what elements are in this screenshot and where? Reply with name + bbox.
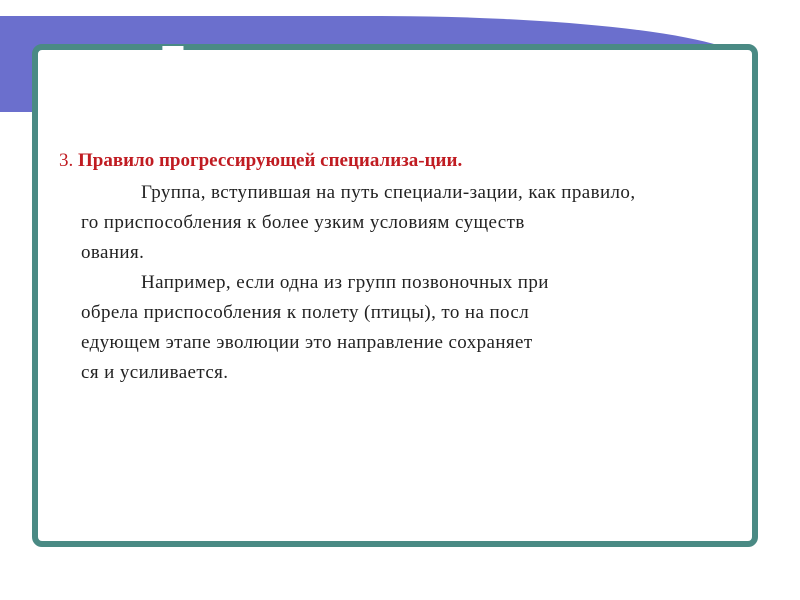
rule-number: 3. — [59, 150, 74, 171]
paragraph-line: Например, если одна из групп позвоночных при — [141, 272, 549, 293]
paragraph-line: Группа, вступившая на путь специали-зации, как правило, — [141, 182, 636, 203]
paragraph-example — [81, 268, 726, 388]
paragraph-line: го приспособления к более узким условиям существ — [81, 212, 525, 233]
paragraph-line: едующем этапе эволюции это направление сохраняет — [81, 332, 533, 353]
paragraph-definition — [81, 178, 726, 268]
rule-title: Правило прогрессирующей специализа-ции. — [78, 150, 463, 171]
rule-heading — [59, 148, 462, 174]
paragraph-line: ования. — [81, 242, 145, 263]
slide-title: Правила эволюции: — [160, 38, 520, 79]
paragraph-line: обрела приспособления к полету (птицы), то на посл — [81, 302, 530, 323]
paragraph-line: ся и усиливается. — [81, 362, 229, 383]
